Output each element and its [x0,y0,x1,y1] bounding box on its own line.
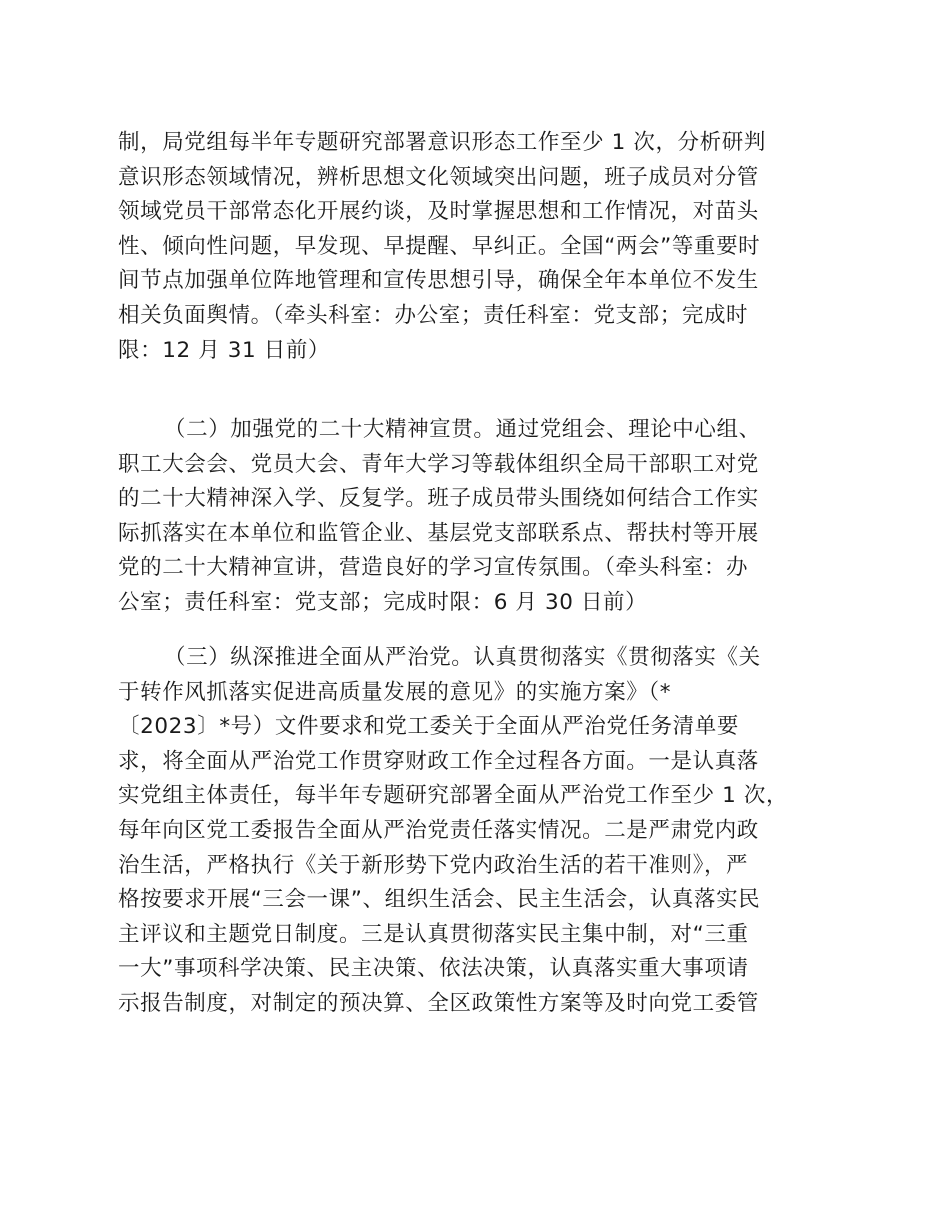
section-heading-line: （三）纵深推进全面从严治党。认真贯彻落实《贯彻落实《关 [164,645,761,670]
text-line: 治生活，严格执行《关于新形势下党内政治生活的若干准则》，严 [118,852,749,878]
paragraph-section-3 [118,641,858,1022]
text-line: 间节点加强单位阵地管理和宣传思想引导，确保全年本单位不发生 [118,268,759,294]
text-line: 实党组主体责任，每半年专题研究部署全面从严治党工作至少 1 次， [118,783,789,809]
text-line: 求，将全面从严治党工作贯穿财政工作全过程各方面。一是认真落 [118,748,759,774]
paragraph-continuation [118,126,858,368]
text-line: 领域党员干部常态化开展约谈，及时掌握思想和工作情况，对苗头 [118,199,759,225]
text-line: 于转作风抓落实促进高质量发展的意见》的实施方案》（* [118,679,672,705]
text-line: 性、倾向性问题，早发现、早提醒、早纠正。全国“两会”等重要时 [118,233,761,259]
text-line: 〔2023〕*号）文件要求和党工委关于全面从严治党任务清单要 [118,714,739,740]
paragraph-section-2 [118,413,858,621]
text-line: 党的二十大精神宣讲，营造良好的学习宣传氛围。（牵头科室：办 [118,555,749,581]
text-line: 制，局党组每半年专题研究部署意识形态工作至少 1 次，分析研判 [118,130,766,155]
text-line: 限：12 月 31 日前） [118,337,331,363]
text-line: 示报告制度，对制定的预决算、全区政策性方案等及时向党工委管 [118,990,759,1016]
text-line: 一大”事项科学决策、民主决策、依法决策，认真落实重大事项请 [118,956,749,982]
text-line: 公室；责任科室：党支部；完成时限：6 月 30 日前） [118,589,648,615]
text-line: 际抓落实在本单位和监管企业、基层党支部联系点、帮扶村等开展 [118,520,759,546]
text-line: 主评议和主题党日制度。三是认真贯彻落实民主集中制，对“三重 [118,921,749,947]
text-line: 相关负面舆情。（牵头科室：办公室；责任科室：党支部；完成时 [118,302,749,328]
text-line: 的二十大精神深入学、反复学。班子成员带头围绕如何结合工作实 [118,486,759,512]
section-heading-line: （二）加强党的二十大精神宣贯。通过党组会、理论中心组、 [164,417,761,442]
text-line: 每年向区党工委报告全面从严治党责任落实情况。二是严肃党内政 [118,817,759,843]
text-line: 意识形态领域情况，辨析思想文化领域突出问题，班子成员对分管 [118,164,759,190]
text-line: 职工大会会、党员大会、青年大学习等载体组织全局干部职工对党 [118,451,759,477]
text-line: 格按要求开展“三会一课”、组织生活会、民主生活会，认真落实民 [118,887,761,913]
